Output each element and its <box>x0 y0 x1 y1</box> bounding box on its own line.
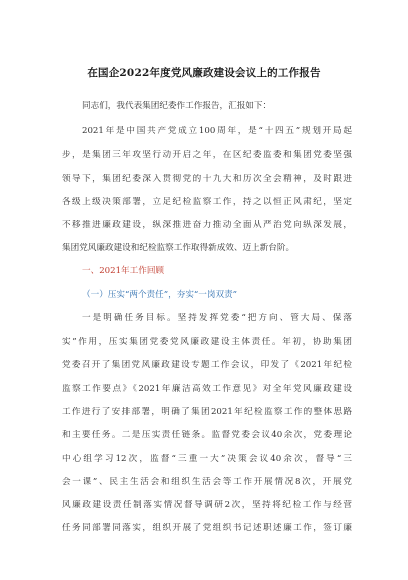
paragraph-line: 领导下，集团纪委深入贯彻党的十九大和历次全会精神，及时跟进 <box>62 174 352 184</box>
paragraph-line: 实”作用，压实集团党委党风廉政建设主体责任。年初，协助集团 <box>62 337 352 347</box>
paragraph-line: 工作进行了安排部署，明确了集团2021年纪检监察工作的整体思路 <box>62 407 352 417</box>
paragraph-line: 任务同部署同落实，组织开展了党组织书记述职述廉工作，签订廉 <box>62 523 352 533</box>
paragraph-line: 风廉政建设责任制落实情况督导调研2次，坚持将纪检工作与经营 <box>62 500 352 510</box>
paragraph-line: 2021年是中国共产党成立100周年，是“十四五”规划开局起 <box>82 126 352 136</box>
document-title: 在国企2022年度党风廉政建设会议上的工作报告 <box>87 67 321 79</box>
paragraph-line: 不移推进廉政建设，纵深推进奋力推动全面从严治党向纵深发展， <box>62 220 352 230</box>
paragraph-line: 会一课”、民主生活会和组织生活会等工作开展情况8次，开展党 <box>62 477 352 487</box>
paragraph-line: 中心组学习12次，监督“三重一大”决策会议40余次，督导“三 <box>62 454 352 464</box>
paragraph-line: 步，是集团三年攻坚行动开启之年，在区纪委监委和集团党委坚强 <box>62 150 352 160</box>
greeting-line: 同志们，我代表集团纪委作工作报告，汇报如下： <box>82 101 272 111</box>
paragraph-line: 一是明确任务目标。坚持发挥党委“把方向、管大局、保落 <box>82 313 352 323</box>
section-heading: 一、2021年工作回顾 <box>82 266 165 276</box>
subsection-heading: （一）压实“两个责任”，夯实“一岗双责” <box>82 290 238 300</box>
paragraph-line: 集团党风廉政建设和纪检监察工作取得新成效、迈上新台阶。 <box>62 243 295 253</box>
paragraph-line: 党委召开了集团党风廉政建设专题工作会议，印发了《2021年纪检 <box>62 360 352 370</box>
paragraph-line: 各级上级决策部署，立足纪检监察工作，持之以恒正风肃纪，坚定 <box>62 197 352 207</box>
paragraph-line: 和主要任务。二是压实责任链条。监督党委会议40余次，党委理论 <box>62 430 352 440</box>
paragraph-line: 监察工作要点》《2021年廉洁高效工作意见》对全年党风廉政建设 <box>62 384 352 394</box>
